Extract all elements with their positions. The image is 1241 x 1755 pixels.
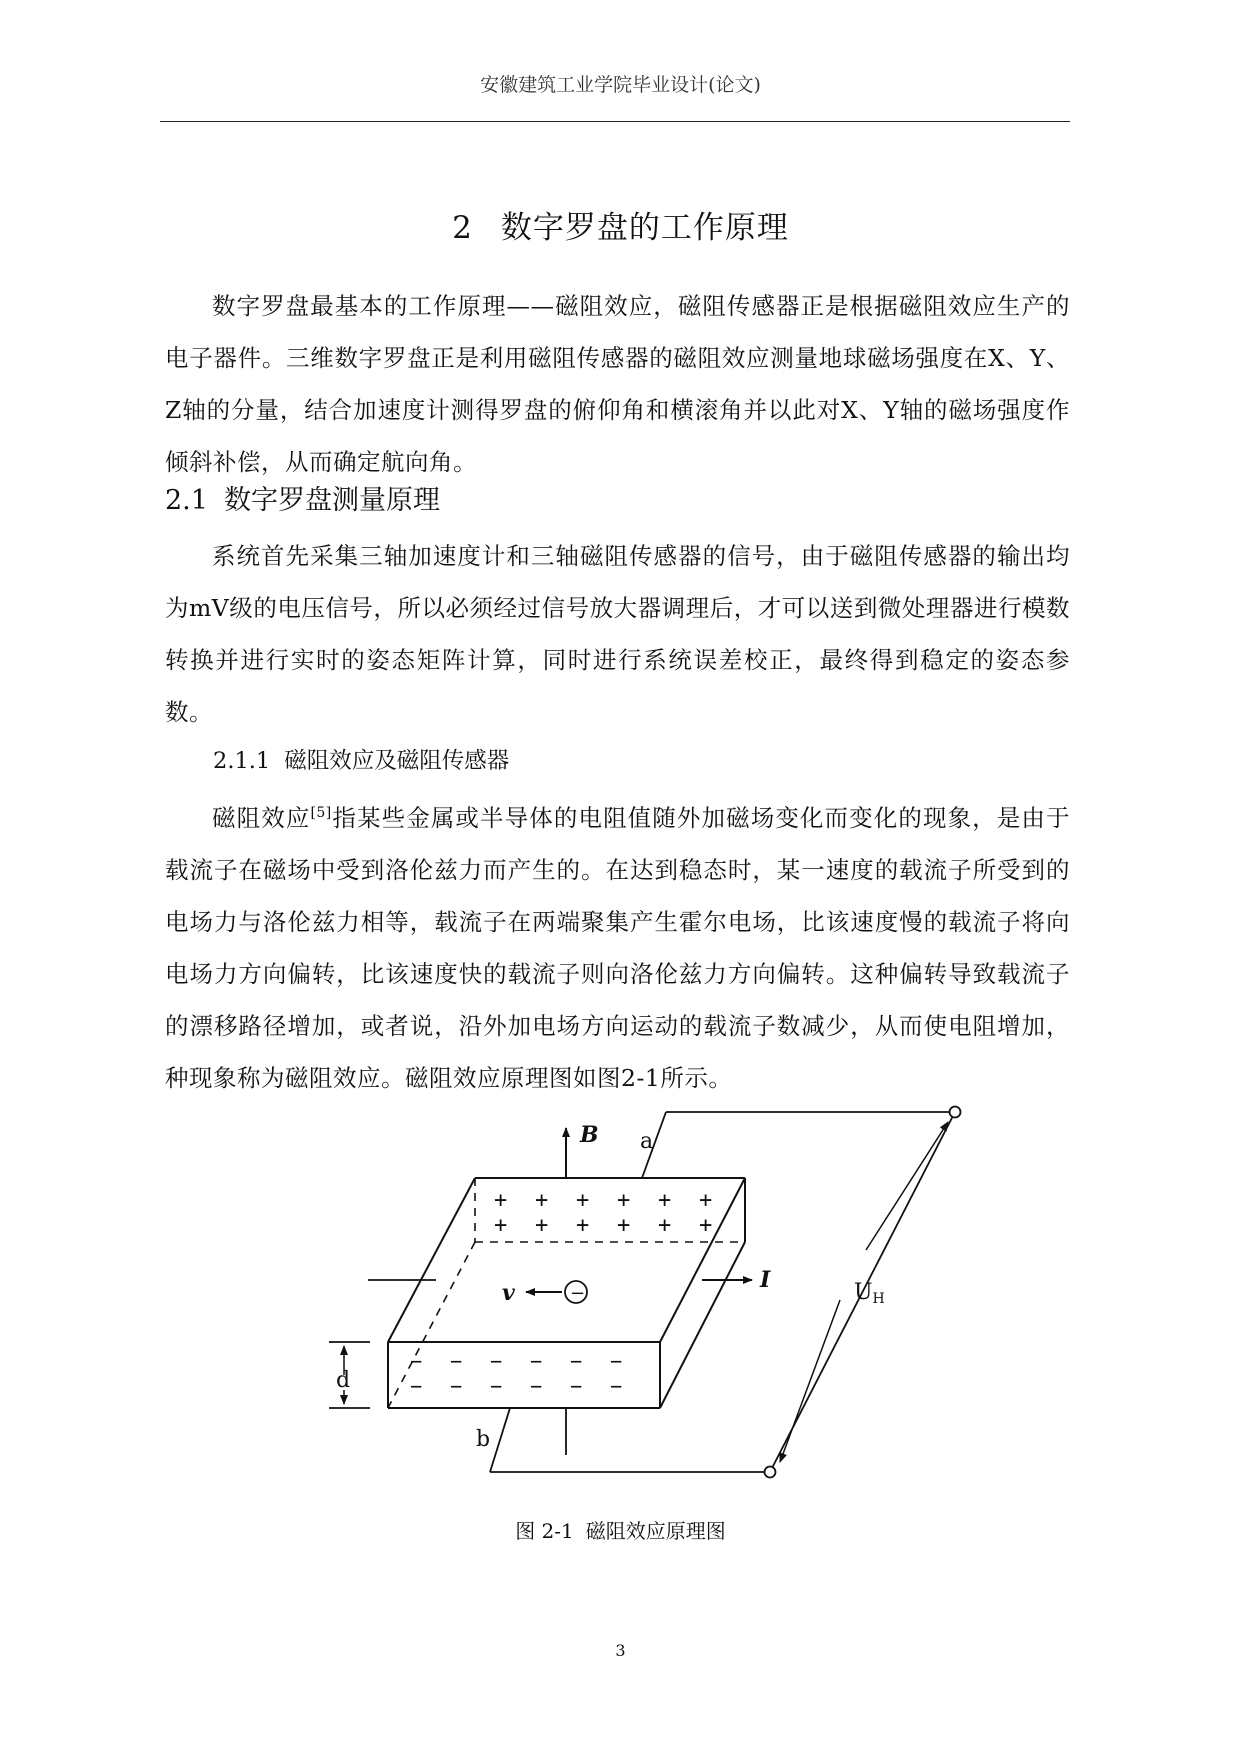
citation-ref: [5] (310, 805, 332, 821)
label-velocity: v (502, 1280, 515, 1306)
label-a: a (640, 1129, 654, 1154)
section-number: 2.1 (165, 485, 208, 516)
chapter-title-text: 数字罗盘的工作原理 (500, 210, 789, 246)
paragraph-lead: 磁阻效应 (212, 804, 311, 832)
svg-text:−: − (490, 1349, 503, 1373)
svg-text:+: + (617, 1188, 631, 1213)
svg-text:−: − (490, 1374, 503, 1398)
label-current: I (760, 1267, 771, 1293)
chapter-title (0, 202, 1241, 247)
svg-text:+: + (576, 1188, 590, 1213)
label-electron: − (570, 1283, 586, 1304)
figure-caption-title: 磁阻效应原理图 (585, 1519, 726, 1543)
svg-text:−: − (450, 1374, 463, 1398)
terminal-bottom (765, 1467, 776, 1478)
svg-text:+: + (494, 1213, 508, 1238)
svg-text:+: + (699, 1188, 713, 1213)
svg-text:+: + (494, 1188, 508, 1213)
positive-charges (494, 1188, 712, 1238)
svg-text:−: − (610, 1349, 623, 1373)
section-paragraph: 系统首先采集三轴加速度计和三轴磁阻传感器的信号，由于磁阻传感器的输出均为mV级的电压信号，所以必须经过信号放大器调理后，才可以送到微处理器进行模数转换并进行实时的姿态矩阵计算，同时进行系统误差校正，最终得到稳定的姿态参数。 (165, 542, 1070, 726)
paragraph-body: 指某些金属或半导体的电阻值随外加磁场变化而变化的现象，是由于载流子在磁场中受到洛伦兹力而产生的。在达到稳态时，某一速度的载流子所受到的电场力与洛伦兹力相等，载流子在两端聚集产生霍尔电场，比该速度慢的载流子将向电场力方向偏转，比该速度快的载流子则向洛伦兹力方向偏转。这种偏转导致载流子的漂移路径增加，或者说，沿外加电场方向运动的载流子数减少，从而使电阻增加，种现象称为磁阻效应。磁阻效应原理图如图2-1所示。 (165, 804, 1071, 1092)
running-header: 安徽建筑工业学院毕业设计(论文) (480, 74, 761, 96)
label-thickness: d (336, 1368, 351, 1393)
terminal-top (950, 1107, 961, 1118)
svg-text:−: − (570, 1349, 583, 1373)
subsection-title (213, 743, 509, 775)
svg-text:−: − (530, 1349, 543, 1373)
subsection-paragraph (165, 792, 1070, 1104)
subsection-number: 2.1.1 (213, 748, 271, 774)
section-title (165, 478, 440, 517)
subsection-title-text: 磁阻效应及磁阻传感器 (284, 748, 510, 774)
magnetoresistance-figure (318, 1095, 972, 1485)
svg-text:+: + (699, 1213, 713, 1238)
section-title-text: 数字罗盘测量原理 (223, 485, 440, 516)
svg-text:+: + (535, 1188, 549, 1213)
svg-text:+: + (617, 1213, 631, 1238)
svg-text:+: + (658, 1188, 672, 1213)
negative-charges (410, 1349, 622, 1398)
label-b: b (476, 1427, 491, 1452)
svg-text:+: + (535, 1213, 549, 1238)
svg-text:−: − (450, 1349, 463, 1373)
figure-caption-number: 图 2-1 (515, 1519, 574, 1543)
svg-text:−: − (610, 1374, 623, 1398)
svg-text:−: − (530, 1374, 543, 1398)
svg-text:+: + (658, 1213, 672, 1238)
svg-text:−: − (570, 1374, 583, 1398)
svg-text:−: − (410, 1349, 423, 1373)
header-rule (160, 121, 1070, 122)
label-b-field: B (580, 1122, 599, 1148)
page-number: 3 (615, 1641, 626, 1660)
label-hall-voltage: UH (854, 1280, 885, 1307)
figure-caption (0, 1515, 1241, 1544)
chapter-number: 2 (452, 210, 473, 246)
svg-text:+: + (576, 1213, 590, 1238)
svg-text:−: − (410, 1374, 423, 1398)
intro-paragraph: 数字罗盘最基本的工作原理——磁阻效应，磁阻传感器正是根据磁阻效应生产的电子器件。三维数字罗盘正是利用磁阻传感器的磁阻效应测量地球磁场强度在X、Y、Z轴的分量，结合加速度计测得罗盘的俯仰角和横滚角并以此对X、Y轴的磁场强度作倾斜补偿，从而确定航向角。 (165, 292, 1070, 476)
